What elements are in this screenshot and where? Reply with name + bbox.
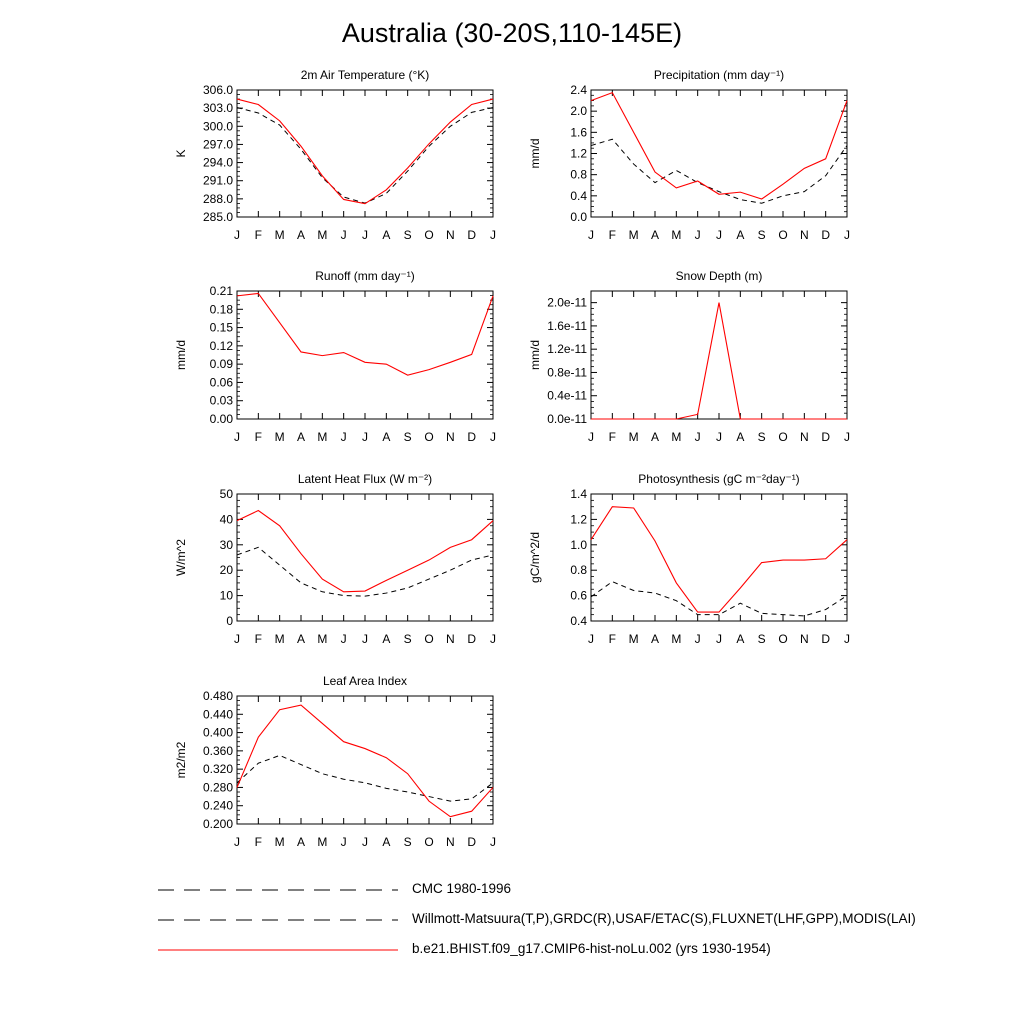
x-tick-label: M [317, 835, 328, 849]
model-series-line [237, 705, 493, 817]
y-tick-label: 40 [219, 512, 233, 527]
legend-item-cmc [158, 878, 1018, 908]
x-tick-label: M [317, 228, 328, 242]
x-tick-label: O [424, 632, 434, 646]
x-tick-label: J [588, 430, 594, 444]
panel-title: Leaf Area Index [322, 674, 408, 688]
y-tick-label: 2.4 [570, 83, 587, 97]
panel-title: Runoff (mm day⁻¹) [315, 269, 415, 283]
y-axis-label: W/m^2 [174, 539, 188, 576]
x-tick-label: J [844, 228, 850, 242]
x-tick-label: J [490, 228, 496, 242]
x-tick-label: F [254, 228, 263, 242]
y-tick-label: 2.0 [570, 104, 587, 119]
x-tick-label: M [274, 632, 285, 646]
legend-label-model: b.e21.BHIST.f09_g17.CMIP6-hist-noLu.002 (yrs 1930-1954) [412, 941, 771, 956]
y-tick-label: 0.03 [209, 393, 233, 408]
y-tick-label: 1.6 [570, 125, 587, 140]
panel-title: Photosynthesis (gC m⁻²day⁻¹) [638, 472, 800, 486]
x-tick-label: F [254, 430, 263, 444]
plot-frame [237, 90, 493, 217]
x-tick-label: D [467, 632, 477, 646]
y-tick-label: 297.0 [202, 137, 233, 152]
y-tick-label: 30 [219, 537, 233, 552]
y-tick-label: 0.240 [202, 798, 233, 813]
x-tick-label: M [317, 632, 328, 646]
y-axis-label: K [174, 149, 188, 158]
x-tick-label: O [778, 430, 788, 444]
legend-swatch-dashed [158, 912, 408, 932]
y-tick-label: 285.0 [202, 210, 233, 224]
x-tick-label: O [424, 430, 434, 444]
x-tick-label: F [608, 632, 617, 646]
x-tick-label: M [274, 430, 285, 444]
y-tick-label: 0.00 [209, 412, 233, 426]
x-tick-label: J [716, 228, 722, 242]
y-axis-label: mm/d [528, 138, 542, 169]
x-tick-label: F [254, 632, 263, 646]
y-tick-label: 0.4 [570, 188, 587, 203]
x-tick-label: D [821, 632, 831, 646]
observation-series-line [237, 547, 493, 596]
x-tick-label: A [296, 430, 306, 444]
y-tick-label: 0.320 [202, 762, 233, 777]
y-tick-label: 0.0 [570, 210, 587, 224]
y-tick-label: 288.0 [202, 191, 233, 206]
x-tick-label: A [736, 632, 745, 646]
legend-item-model [158, 938, 1018, 968]
x-tick-label: A [382, 228, 391, 242]
x-tick-label: A [650, 632, 660, 646]
x-tick-label: J [716, 430, 722, 444]
y-axis-label: mm/d [528, 340, 542, 370]
legend-item-observations [158, 908, 1018, 938]
page-title: Australia (30-20S,110-145E) [341, 18, 683, 48]
y-tick-label: 291.0 [202, 173, 233, 188]
x-tick-label: F [254, 835, 263, 849]
x-tick-label: D [821, 430, 831, 444]
y-tick-label: 0.4 [570, 614, 587, 628]
x-tick-label: J [844, 632, 850, 646]
x-tick-label: A [650, 228, 660, 242]
x-tick-label: J [340, 228, 347, 242]
x-tick-label: A [296, 632, 306, 646]
x-tick-label: J [234, 632, 240, 646]
x-tick-label: M [274, 228, 285, 242]
x-tick-label: J [588, 632, 594, 646]
y-tick-label: 20 [219, 563, 233, 578]
observation-series-line [591, 582, 847, 616]
y-tick-label: 0 [226, 614, 233, 628]
x-tick-label: A [650, 430, 660, 444]
x-tick-label: A [736, 228, 745, 242]
legend-swatch-dashed [158, 882, 408, 902]
y-axis-label: gC/m^2/d [528, 532, 542, 583]
x-tick-label: M [628, 228, 639, 242]
x-tick-label: M [671, 632, 682, 646]
y-tick-label: 0.400 [202, 725, 233, 740]
x-tick-label: J [362, 430, 368, 444]
model-series-line [591, 93, 847, 199]
x-tick-label: O [778, 632, 788, 646]
x-tick-label: J [694, 430, 701, 444]
model-series-line [591, 303, 847, 419]
x-tick-label: A [382, 430, 391, 444]
y-tick-label: 306.0 [202, 83, 233, 97]
y-tick-label: 300.0 [202, 119, 233, 134]
x-tick-label: J [490, 835, 496, 849]
x-tick-label: S [403, 632, 412, 646]
y-tick-label: 0.480 [202, 689, 233, 703]
x-tick-label: J [716, 632, 722, 646]
y-tick-label: 0.8e-11 [547, 365, 587, 380]
x-tick-label: F [608, 430, 617, 444]
model-series-line [237, 99, 493, 204]
x-tick-label: D [467, 835, 477, 849]
y-tick-label: 0.6 [570, 588, 587, 603]
x-tick-label: S [403, 430, 412, 444]
x-tick-label: O [424, 228, 434, 242]
x-tick-label: A [736, 430, 745, 444]
x-tick-label: M [671, 430, 682, 444]
panel-title: 2m Air Temperature (°K) [300, 68, 430, 82]
x-tick-label: J [234, 835, 240, 849]
y-tick-label: 0.06 [209, 375, 233, 390]
x-tick-label: J [490, 632, 496, 646]
x-tick-label: J [340, 632, 347, 646]
x-tick-label: J [234, 228, 240, 242]
x-tick-label: J [362, 835, 368, 849]
y-tick-label: 0.8 [570, 167, 587, 182]
legend-swatch-solid [158, 942, 408, 962]
y-tick-label: 1.2 [570, 146, 587, 161]
x-tick-label: M [317, 430, 328, 444]
x-tick-label: O [778, 228, 788, 242]
x-tick-label: J [588, 228, 594, 242]
x-tick-label: D [467, 430, 477, 444]
x-tick-label: J [694, 228, 701, 242]
x-tick-label: N [445, 430, 455, 444]
y-tick-label: 1.2 [570, 512, 587, 527]
y-tick-label: 0.200 [202, 817, 233, 831]
x-tick-label: J [362, 228, 368, 242]
x-tick-label: N [445, 632, 455, 646]
x-tick-label: M [628, 632, 639, 646]
panel-title: Latent Heat Flux (W m⁻²) [297, 472, 433, 486]
x-tick-label: D [821, 228, 831, 242]
y-tick-label: 0.09 [209, 357, 233, 372]
y-tick-label: 0.8 [570, 563, 587, 578]
x-tick-label: N [445, 228, 455, 242]
x-tick-label: S [757, 430, 766, 444]
x-tick-label: J [490, 430, 496, 444]
panel-title: Precipitation (mm day⁻¹) [653, 68, 785, 82]
legend-label-cmc: CMC 1980-1996 [412, 881, 512, 896]
plot-frame [591, 494, 847, 621]
y-tick-label: 294.0 [202, 155, 233, 170]
x-tick-label: D [467, 228, 477, 242]
y-axis-label: mm/d [174, 340, 188, 370]
x-tick-label: F [608, 228, 617, 242]
x-tick-label: N [445, 835, 455, 849]
y-tick-label: 0.21 [209, 284, 233, 298]
x-tick-label: N [799, 228, 809, 242]
model-series-line [591, 507, 847, 612]
x-tick-label: M [274, 835, 285, 849]
plot-frame [237, 291, 493, 419]
x-tick-label: O [424, 835, 434, 849]
y-tick-label: 50 [219, 487, 233, 501]
x-tick-label: J [340, 430, 347, 444]
x-tick-label: J [340, 835, 347, 849]
y-tick-label: 2.0e-11 [547, 295, 587, 310]
x-tick-label: S [757, 632, 766, 646]
y-tick-label: 303.0 [202, 101, 233, 116]
y-tick-label: 0.280 [202, 780, 233, 795]
x-tick-label: S [403, 835, 412, 849]
x-tick-label: J [234, 430, 240, 444]
y-tick-label: 0.440 [202, 707, 233, 722]
x-tick-label: A [382, 835, 391, 849]
model-series-line [237, 511, 493, 592]
observation-series-line [237, 755, 493, 801]
y-tick-label: 0.0e-11 [547, 412, 587, 426]
x-tick-label: S [757, 228, 766, 242]
y-tick-label: 10 [219, 588, 233, 603]
plot-frame [591, 90, 847, 217]
y-tick-label: 0.15 [209, 320, 233, 335]
x-tick-label: S [403, 228, 412, 242]
x-tick-label: A [296, 228, 306, 242]
y-tick-label: 1.0 [570, 537, 587, 552]
y-tick-label: 0.12 [209, 338, 233, 353]
y-tick-label: 0.4e-11 [547, 388, 587, 403]
x-tick-label: A [382, 632, 391, 646]
x-tick-label: N [799, 430, 809, 444]
y-axis-label: m2/m2 [174, 741, 188, 779]
x-tick-label: M [671, 228, 682, 242]
legend [158, 878, 1018, 968]
y-tick-label: 1.4 [570, 487, 587, 501]
x-tick-label: J [362, 632, 368, 646]
y-tick-label: 0.360 [202, 743, 233, 758]
y-tick-label: 0.18 [209, 302, 233, 317]
legend-label-observations: Willmott-Matsuura(T,P),GRDC(R),USAF/ETAC(S),FLUXNET(LHF,GPP),MODIS(LAI) [412, 911, 916, 926]
y-tick-label: 1.2e-11 [547, 342, 587, 357]
y-tick-label: 1.6e-11 [547, 318, 587, 333]
x-tick-label: J [694, 632, 701, 646]
observation-series-line [237, 108, 493, 204]
plot-frame [237, 494, 493, 621]
x-tick-label: M [628, 430, 639, 444]
x-tick-label: J [844, 430, 850, 444]
x-tick-label: A [296, 835, 306, 849]
plot-frame [591, 291, 847, 419]
model-series-line [237, 293, 493, 375]
panel-title: Snow Depth (m) [675, 269, 763, 283]
x-tick-label: N [799, 632, 809, 646]
